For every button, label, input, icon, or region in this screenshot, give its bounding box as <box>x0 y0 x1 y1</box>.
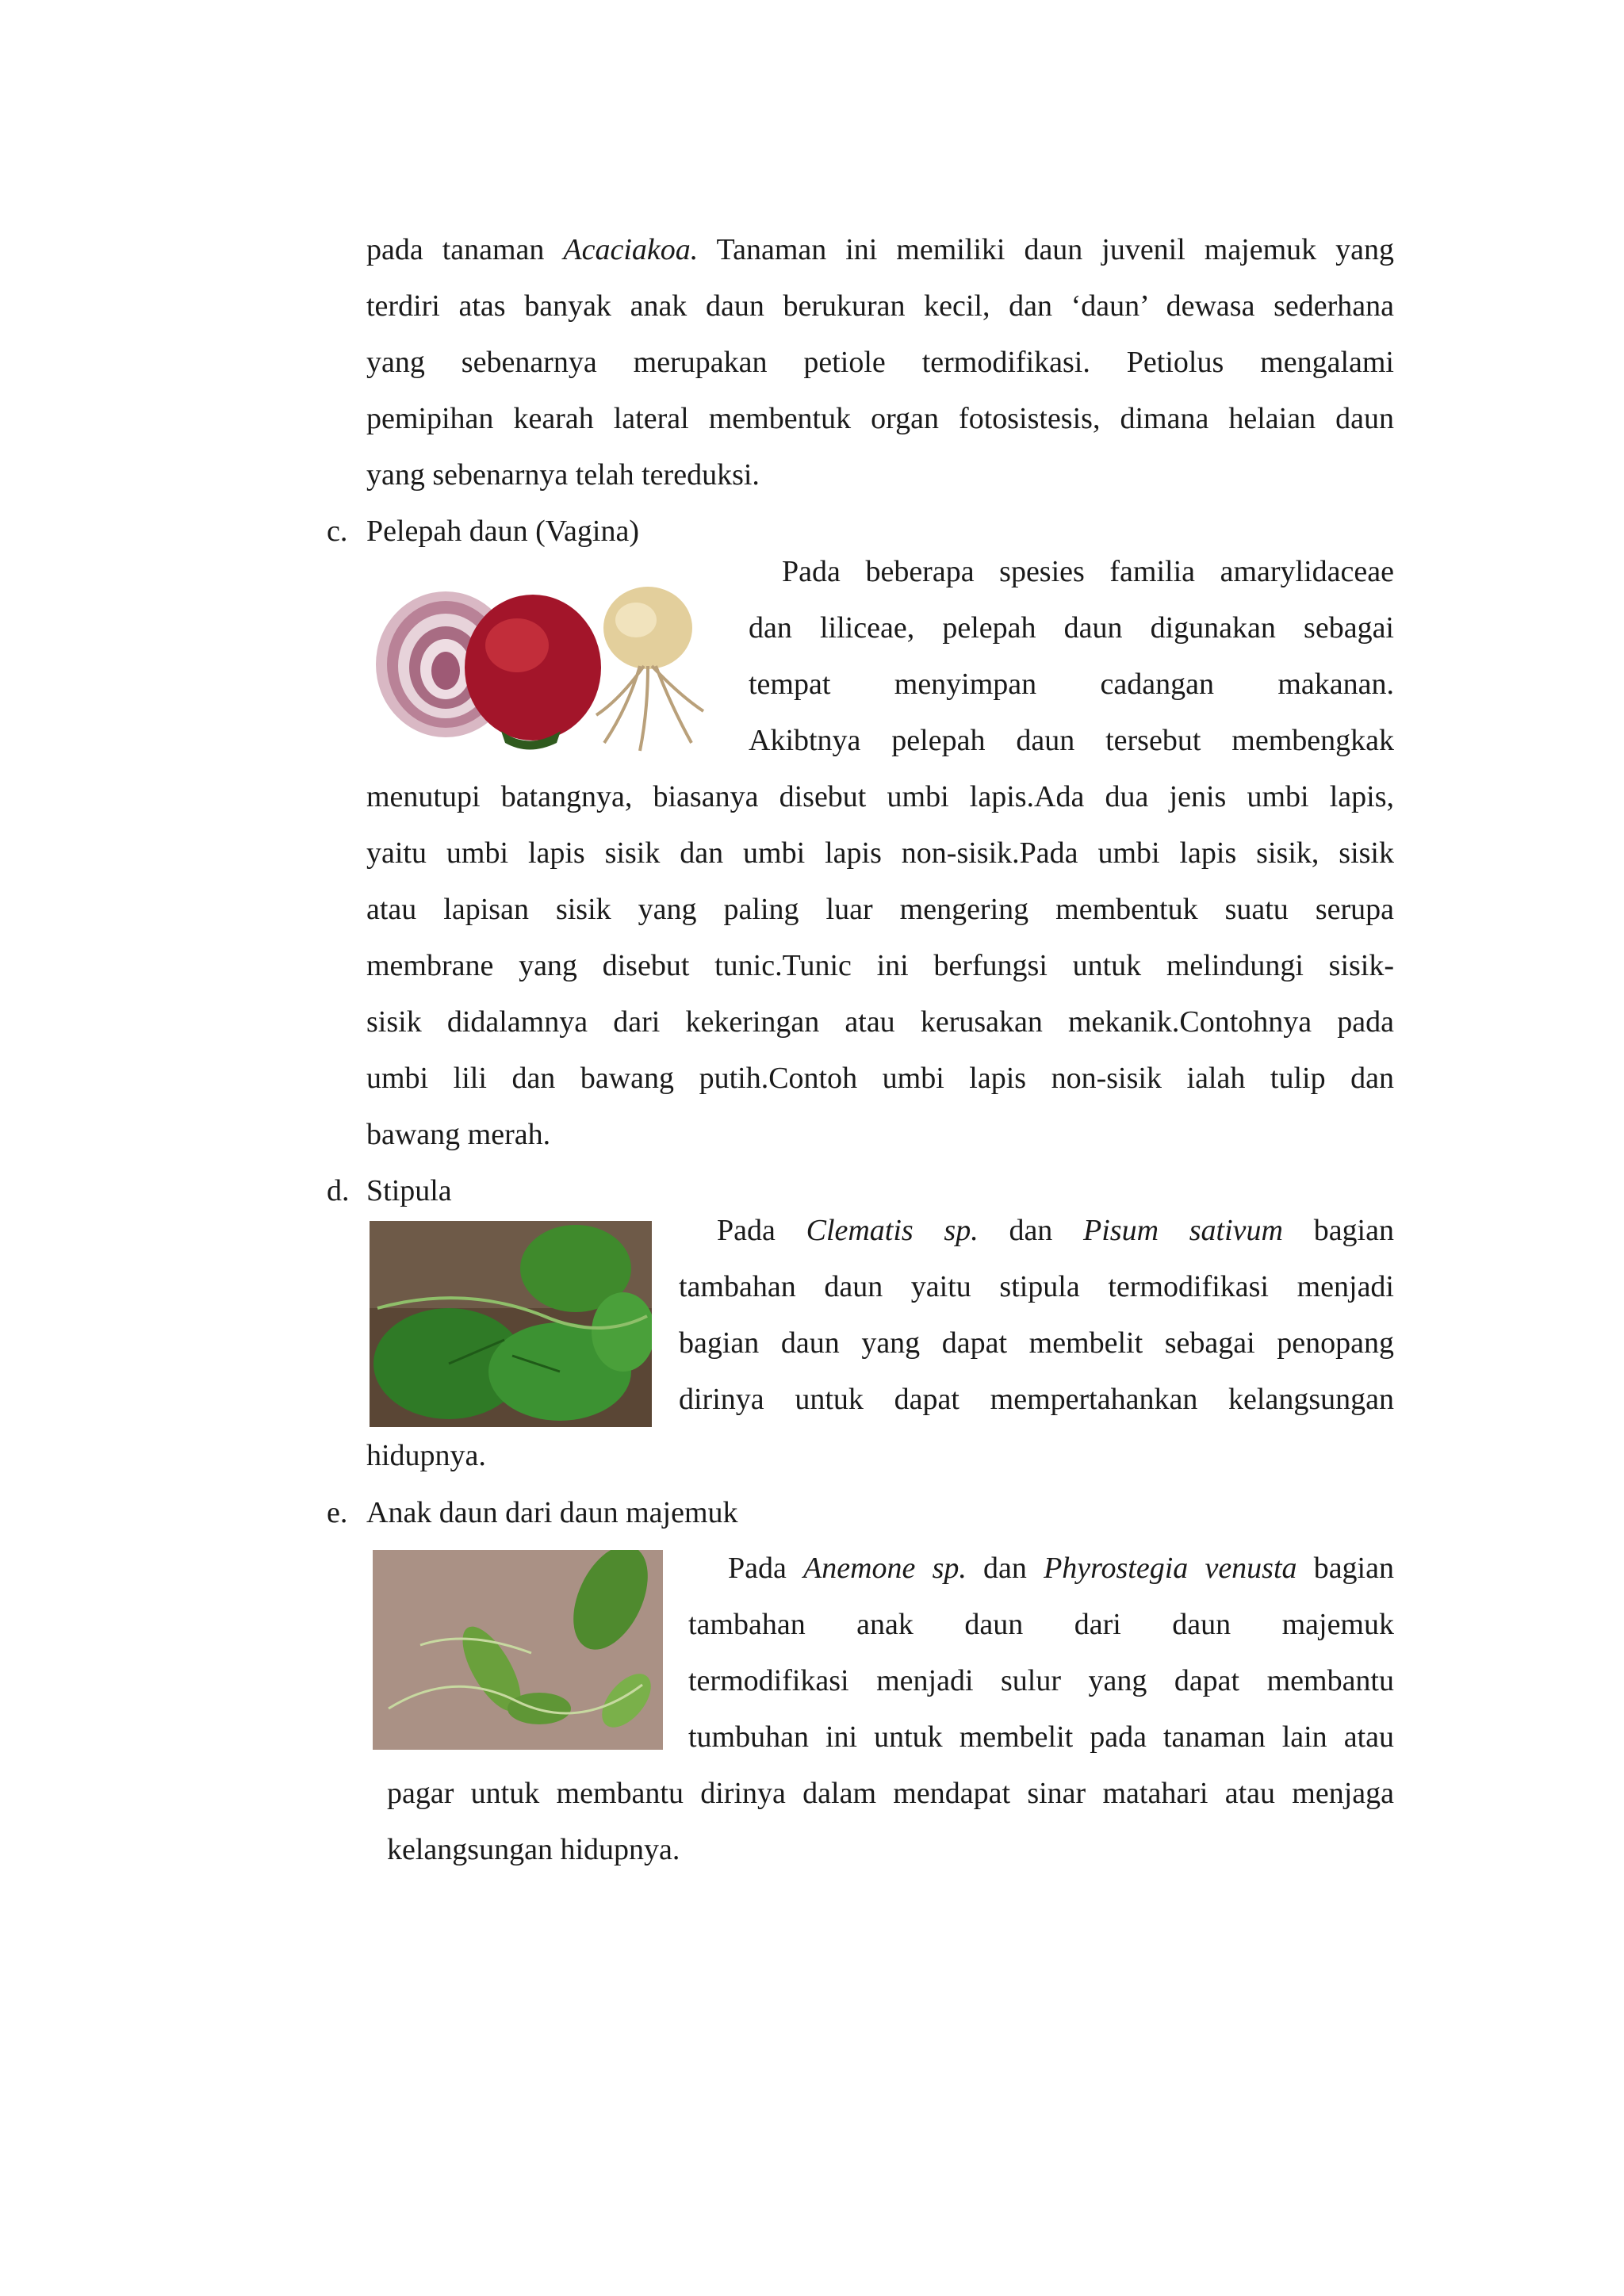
text-line: dirinya untuk dapat mempertahankan kelangsungan <box>679 1383 1394 1416</box>
text-line: bawang merah. <box>366 1118 551 1151</box>
text-line: Akibtnya pelepah daun tersebut membengkak <box>749 724 1394 757</box>
text-line: Pada Clematis sp. dan Pisum sativum bagian <box>717 1214 1394 1247</box>
onion-bulb-image <box>366 572 720 756</box>
section-e-heading <box>327 1485 738 1541</box>
text-line: umbi lili dan bawang putih.Contoh umbi lapis non-sisik ialah tulip dan <box>366 1062 1394 1095</box>
text-line: tambahan anak daun dari daun majemuk <box>688 1608 1394 1641</box>
list-marker: c. <box>327 515 348 548</box>
species-name: Anemone sp. <box>803 1552 967 1585</box>
text-line: tambahan daun yaitu stipula termodifikasi menjadi <box>679 1270 1394 1303</box>
section-title: Pelepah daun (Vagina) <box>366 515 639 548</box>
text-line: termodifikasi menjadi sulur yang dapat membantu <box>688 1664 1394 1697</box>
text-line: pada tanaman Acaciakoa. Tanaman ini memiliki daun juvenil majemuk yang <box>366 233 1394 266</box>
text-line: dan liliceae, pelepah daun digunakan sebagai <box>749 611 1394 645</box>
list-marker: d. <box>327 1174 350 1207</box>
section-e-body <box>387 1766 1394 1878</box>
section-c-heading <box>327 503 639 560</box>
text-line: sisik didalamnya dari kekeringan atau kerusakan mekanik.Contohnya pada <box>366 1005 1394 1039</box>
text-line: kelangsungan hidupnya. <box>387 1833 680 1866</box>
text-line: Pada beberapa spesies familia amarylidaceae <box>782 555 1394 588</box>
text-line: pemipihan kearah lateral membentuk organ fotosistesis, dimana helaian daun <box>366 402 1394 435</box>
top-paragraph <box>366 222 1394 503</box>
section-e-side-text <box>688 1540 1394 1766</box>
section-c-side-text <box>749 544 1394 769</box>
section-d-last-line: hidupnya. <box>366 1439 486 1472</box>
compound-leaf-tendril-image <box>373 1550 663 1750</box>
text-line: atau lapisan sisik yang paling luar mengering membentuk suatu serupa <box>366 893 1394 926</box>
species-name: Clematis sp. <box>806 1214 979 1247</box>
text-line: menutupi batangnya, biasanya disebut umbi lapis.Ada dua jenis umbi lapis, <box>366 780 1394 813</box>
section-title: Stipula <box>366 1174 452 1207</box>
text-line: pagar untuk membantu dirinya dalam mendapat sinar matahari atau menjaga <box>387 1777 1394 1810</box>
text-line: membrane yang disebut tunic.Tunic ini berfungsi untuk melindungi sisik- <box>366 949 1394 982</box>
text-line: terdiri atas banyak anak daun berukuran kecil, dan ‘daun’ dewasa sederhana <box>366 289 1394 323</box>
text-line: yaitu umbi lapis sisik dan umbi lapis non-sisik.Pada umbi lapis sisik, sisik <box>366 836 1394 870</box>
text-line: bagian daun yang dapat membelit sebagai penopang <box>679 1326 1394 1360</box>
section-title: Anak daun dari daun majemuk <box>366 1496 738 1529</box>
stipule-leaf-image <box>370 1221 652 1427</box>
species-name: Acaciakoa. <box>563 233 699 266</box>
text-line: yang sebenarnya merupakan petiole termodifikasi. Petiolus mengalami <box>366 346 1394 379</box>
species-name: Pisum sativum <box>1083 1214 1283 1247</box>
species-name: Phyrostegia venusta <box>1044 1552 1297 1585</box>
section-c-body <box>366 769 1394 1163</box>
section-d-side-text <box>679 1203 1394 1428</box>
section-d-heading <box>327 1163 452 1219</box>
text-line: Pada Anemone sp. dan Phyrostegia venusta bagian <box>728 1552 1394 1585</box>
text-line: tempat menyimpan cadangan makanan. <box>749 668 1394 701</box>
text-line: yang sebenarnya telah tereduksi. <box>366 458 760 492</box>
list-marker: e. <box>327 1496 348 1529</box>
text-line: tumbuhan ini untuk membelit pada tanaman lain atau <box>688 1720 1394 1754</box>
